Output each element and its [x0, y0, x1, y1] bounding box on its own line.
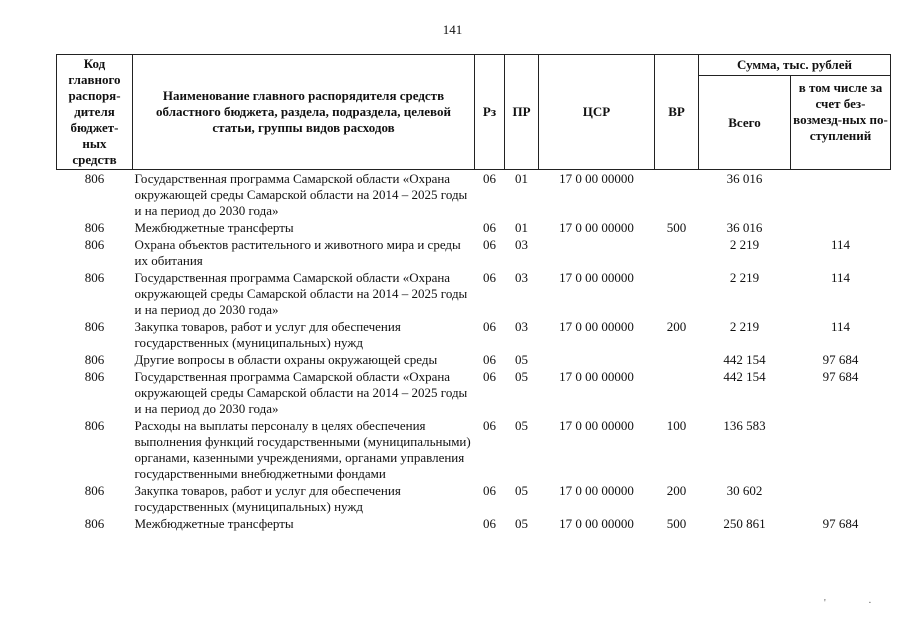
page-number: 141: [442, 22, 463, 37]
cell-pr: 05: [515, 369, 528, 384]
table-row: [57, 516, 891, 533]
cell-pr: 05: [515, 418, 528, 433]
table-body: [57, 170, 891, 534]
cell-code: 806: [84, 418, 105, 433]
cell-total: 2 219: [729, 319, 760, 334]
cell-csr: 17 0 00 00000: [559, 171, 634, 186]
cell-total: 250 861: [723, 516, 766, 531]
cell-code: 806: [84, 516, 105, 531]
header-sum-group: Сумма, тыс. рублей: [699, 55, 891, 76]
cell-vr: [655, 237, 699, 270]
cell-csr: 17 0 00 00000: [559, 418, 634, 433]
header-code: Код главного распоря-дителя бюджет-ных средств: [57, 55, 133, 170]
cell-vr: [655, 270, 699, 319]
header-rz: Рз: [475, 55, 505, 170]
cell-grant: 97 684: [822, 516, 859, 531]
scan-marks: ' ·: [824, 598, 892, 609]
cell-grant: 114: [830, 270, 851, 285]
cell-rz: 06: [483, 220, 496, 235]
cell-vr: 100: [666, 418, 687, 433]
table-row: [57, 369, 891, 418]
cell-pr: 03: [515, 319, 528, 334]
table-row: [57, 418, 891, 483]
cell-grant: [791, 220, 891, 237]
cell-rz: 06: [483, 418, 496, 433]
cell-code: 806: [84, 483, 105, 498]
cell-grant: [791, 418, 891, 483]
cell-total: 442 154: [723, 352, 766, 367]
header-name: Наименование главного распорядителя средств областного бюджета, раздела, подраздела, целевой статьи, группы видов расходов: [133, 55, 475, 170]
cell-total: 442 154: [723, 369, 766, 384]
cell-name: Расходы на выплаты персоналу в целях обеспечения выполнения функций государственными (муниципальными) органами, казенными учреждениями, органами управления государственными внебюджетными фондами: [134, 418, 471, 481]
cell-code: 806: [84, 270, 105, 285]
table-row: [57, 319, 891, 352]
cell-rz: 06: [483, 171, 496, 186]
cell-csr: 17 0 00 00000: [559, 516, 634, 531]
cell-pr: 05: [515, 483, 528, 498]
table-row: [57, 352, 891, 369]
cell-vr: 500: [666, 516, 687, 531]
cell-grant: [791, 483, 891, 516]
table-row: [57, 237, 891, 270]
cell-rz: 06: [483, 516, 496, 531]
budget-table: [56, 54, 891, 533]
cell-name: Другие вопросы в области охраны окружающей среды: [134, 352, 438, 367]
header-csr: ЦСР: [539, 55, 655, 170]
cell-total: 2 219: [729, 237, 760, 252]
cell-vr: [655, 352, 699, 369]
cell-rz: 06: [483, 369, 496, 384]
cell-pr: 01: [515, 220, 528, 235]
header-pr: ПР: [505, 55, 539, 170]
table-row: [57, 270, 891, 319]
table-row: [57, 220, 891, 237]
cell-vr: [655, 170, 699, 221]
header-vr: ВР: [655, 55, 699, 170]
cell-csr: 17 0 00 00000: [559, 270, 634, 285]
cell-csr: 17 0 00 00000: [559, 220, 634, 235]
cell-grant: 97 684: [822, 352, 859, 367]
cell-csr: [539, 352, 655, 369]
cell-rz: 06: [483, 237, 496, 252]
cell-code: 806: [84, 237, 105, 252]
table-row: [57, 483, 891, 516]
header-total: Всего: [699, 76, 791, 170]
cell-rz: 06: [483, 352, 496, 367]
cell-name: Государственная программа Самарской области «Охрана окружающей среды Самарской области на 2014 – 2025 годы и на период до 2030 года»: [134, 171, 468, 218]
cell-name: Межбюджетные трансферты: [134, 220, 294, 235]
cell-csr: 17 0 00 00000: [559, 319, 634, 334]
cell-name: Государственная программа Самарской области «Охрана окружающей среды Самарской области на 2014 – 2025 годы и на период до 2030 года»: [134, 369, 468, 416]
cell-name: Закупка товаров, работ и услуг для обеспечения государственных (муниципальных) нужд: [134, 319, 401, 350]
cell-total: 30 602: [726, 483, 763, 498]
cell-code: 806: [84, 171, 105, 186]
header-grant: в том числе за счет без-возмезд-ных по-ступлений: [791, 76, 891, 170]
cell-rz: 06: [483, 319, 496, 334]
cell-total: 2 219: [729, 270, 760, 285]
cell-code: 806: [84, 319, 105, 334]
cell-pr: 05: [515, 516, 528, 531]
cell-name: Межбюджетные трансферты: [134, 516, 294, 531]
cell-vr: 500: [666, 220, 687, 235]
cell-total: 36 016: [726, 220, 763, 235]
cell-name: Охрана объектов растительного и животного мира и среды их обитания: [134, 237, 461, 268]
cell-csr: [539, 237, 655, 270]
cell-code: 806: [84, 369, 105, 384]
cell-grant: 97 684: [822, 369, 859, 384]
cell-csr: 17 0 00 00000: [559, 483, 634, 498]
cell-rz: 06: [483, 270, 496, 285]
table-row: [57, 170, 891, 221]
cell-pr: 01: [515, 171, 528, 186]
cell-pr: 05: [515, 352, 528, 367]
cell-name: Закупка товаров, работ и услуг для обеспечения государственных (муниципальных) нужд: [134, 483, 401, 514]
cell-pr: 03: [515, 237, 528, 252]
cell-grant: 114: [830, 237, 851, 252]
table-header: [57, 55, 891, 170]
cell-vr: [655, 369, 699, 418]
cell-grant: [791, 170, 891, 221]
cell-pr: 03: [515, 270, 528, 285]
cell-grant: 114: [830, 319, 851, 334]
cell-vr: 200: [666, 319, 687, 334]
cell-rz: 06: [483, 483, 496, 498]
cell-total: 36 016: [726, 171, 763, 186]
cell-total: 136 583: [723, 418, 766, 433]
cell-name: Государственная программа Самарской области «Охрана окружающей среды Самарской области на 2014 – 2025 годы и на период до 2030 года»: [134, 270, 468, 317]
cell-vr: 200: [666, 483, 687, 498]
cell-csr: 17 0 00 00000: [559, 369, 634, 384]
cell-code: 806: [84, 352, 105, 367]
cell-code: 806: [84, 220, 105, 235]
